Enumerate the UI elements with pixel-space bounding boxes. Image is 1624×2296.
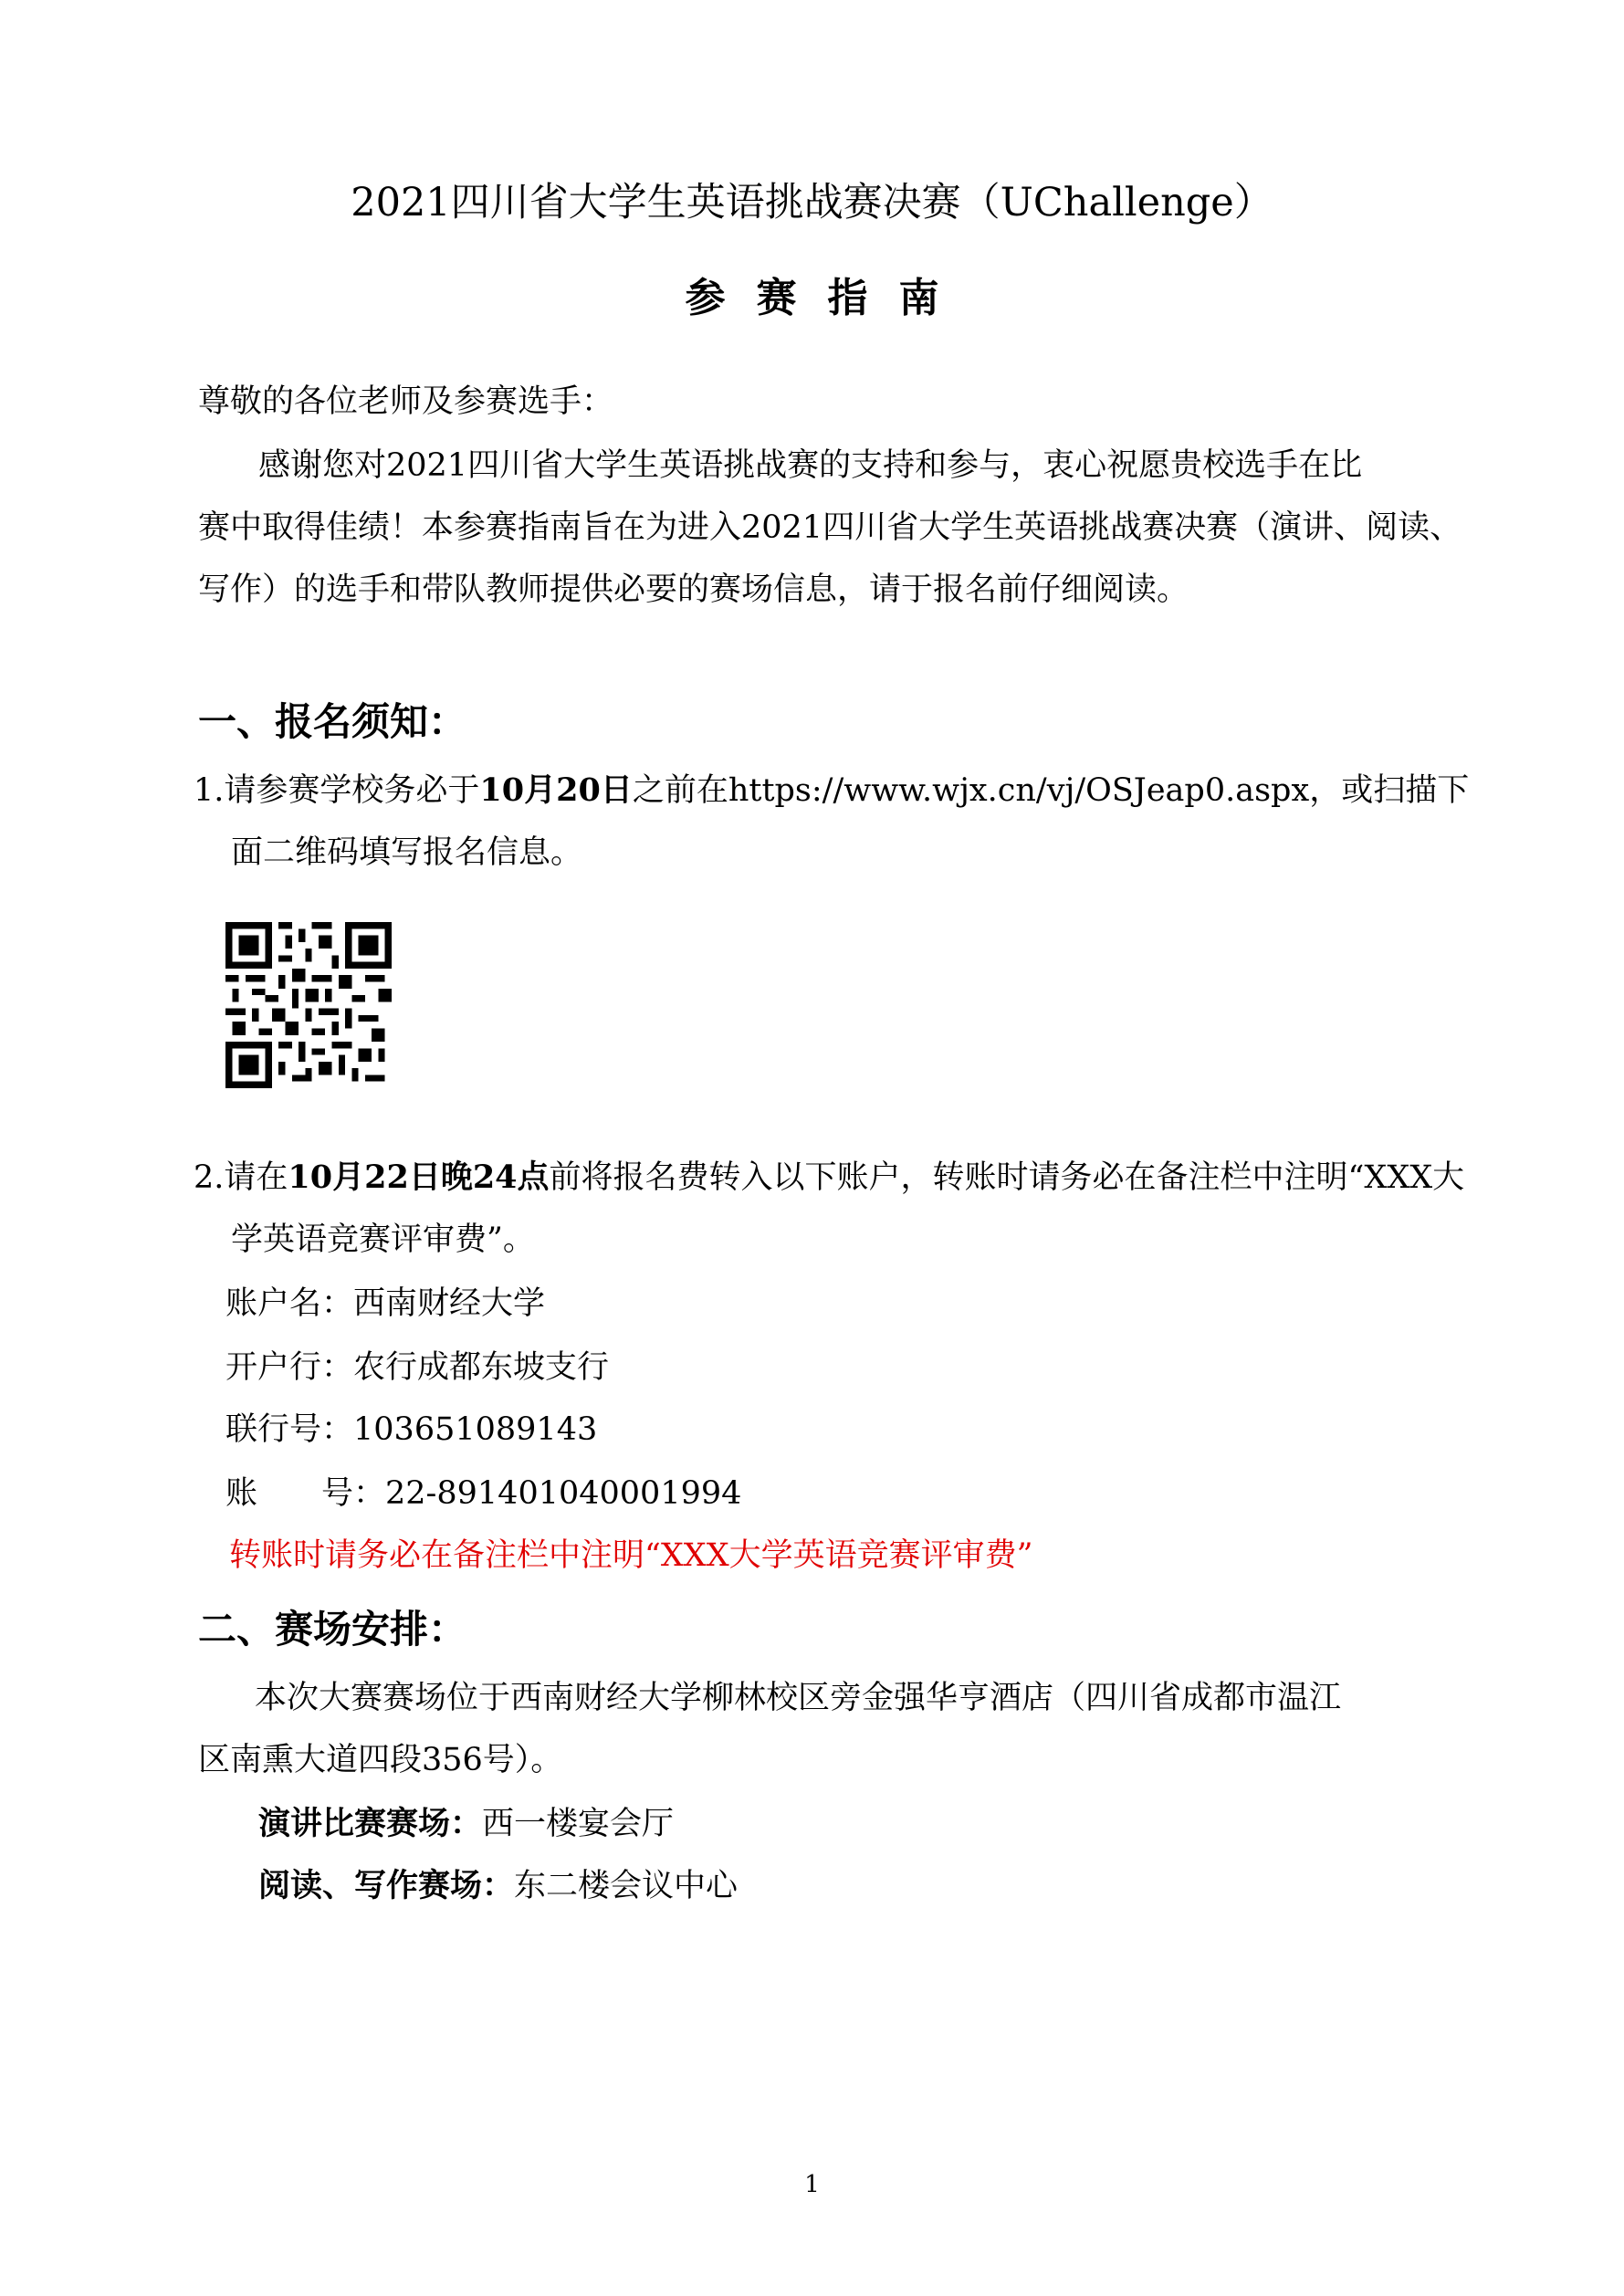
item1-suffix: ，或扫描下 <box>1309 772 1470 809</box>
item2-prefix: 2.请在 <box>194 1159 288 1196</box>
registration-url[interactable]: https://www.wjx.cn/vj/OSJeap0.aspx <box>728 772 1310 809</box>
speech-venue-row <box>258 1798 674 1844</box>
bank-value: 农行成都东坡支行 <box>353 1349 610 1386</box>
greeting: 尊敬的各位老师及参赛选手： <box>198 383 614 420</box>
routing-value: 103651089143 <box>353 1411 598 1448</box>
item2-deadline: 10月22日晚24点 <box>288 1158 550 1196</box>
account-name-row <box>225 1278 545 1324</box>
speech-venue-value: 西一楼宴会厅 <box>482 1806 675 1842</box>
item2-rest: 前将报名费转入以下账户，转账时请务必在备注栏中注明“XXX大 <box>549 1159 1465 1196</box>
item1-line1 <box>194 765 1469 811</box>
bank-label: 开户行： <box>225 1349 354 1386</box>
account-name-value: 西南财经大学 <box>353 1285 546 1322</box>
item1-line2: 面二维码填写报名信息。 <box>231 834 583 871</box>
reading-writing-venue-row <box>258 1861 738 1906</box>
qr-code-icon[interactable] <box>225 922 392 1088</box>
item1-date: 10月20日 <box>479 771 633 809</box>
section1-heading: 一、报名须知： <box>198 699 467 744</box>
page-number: 1 <box>804 2171 820 2198</box>
document-subtitle: 参赛指南 <box>685 275 970 321</box>
section2-heading: 二、赛场安排： <box>198 1607 467 1651</box>
venue-line-1: 本次大赛赛场位于西南财经大学柳林校区旁金强华亨酒店（四川省成都市温江 <box>255 1680 1342 1716</box>
account-number-row <box>225 1468 741 1514</box>
bank-row <box>225 1342 609 1388</box>
account-number-label: 账 号： <box>225 1475 386 1512</box>
document-title: 2021四川省大学生英语挑战赛决赛（UChallenge） <box>351 180 1273 225</box>
speech-venue-label: 演讲比赛赛场： <box>258 1805 483 1842</box>
reading-writing-venue-label: 阅读、写作赛场： <box>258 1867 515 1904</box>
intro-line-2: 赛中取得佳绩！本参赛指南旨在为进入2021四川省大学生英语挑战赛决赛（演讲、阅读、 <box>198 509 1462 546</box>
routing-row <box>225 1404 597 1450</box>
venue-line-2: 区南熏大道四段356号）。 <box>198 1742 563 1778</box>
transfer-warning: 转账时请务必在备注栏中注明“XXX大学英语竞赛评审费” <box>229 1537 1033 1574</box>
account-number-value: 22-891401040001994 <box>385 1475 742 1512</box>
routing-label: 联行号： <box>225 1411 354 1448</box>
reading-writing-venue-value: 东二楼会议中心 <box>514 1868 739 1904</box>
item2-line1 <box>194 1152 1464 1198</box>
item1-mid: 之前在 <box>632 772 728 809</box>
account-name-label: 账户名： <box>225 1285 354 1322</box>
intro-line-3: 写作）的选手和带队教师提供必要的赛场信息，请于报名前仔细阅读。 <box>198 571 1189 608</box>
item1-prefix: 1.请参赛学校务必于 <box>194 772 480 809</box>
item2-line2: 学英语竞赛评审费”。 <box>231 1221 535 1258</box>
intro-line-1: 感谢您对2021四川省大学生英语挑战赛的支持和参与，衷心祝愿贵校选手在比 <box>258 447 1363 484</box>
